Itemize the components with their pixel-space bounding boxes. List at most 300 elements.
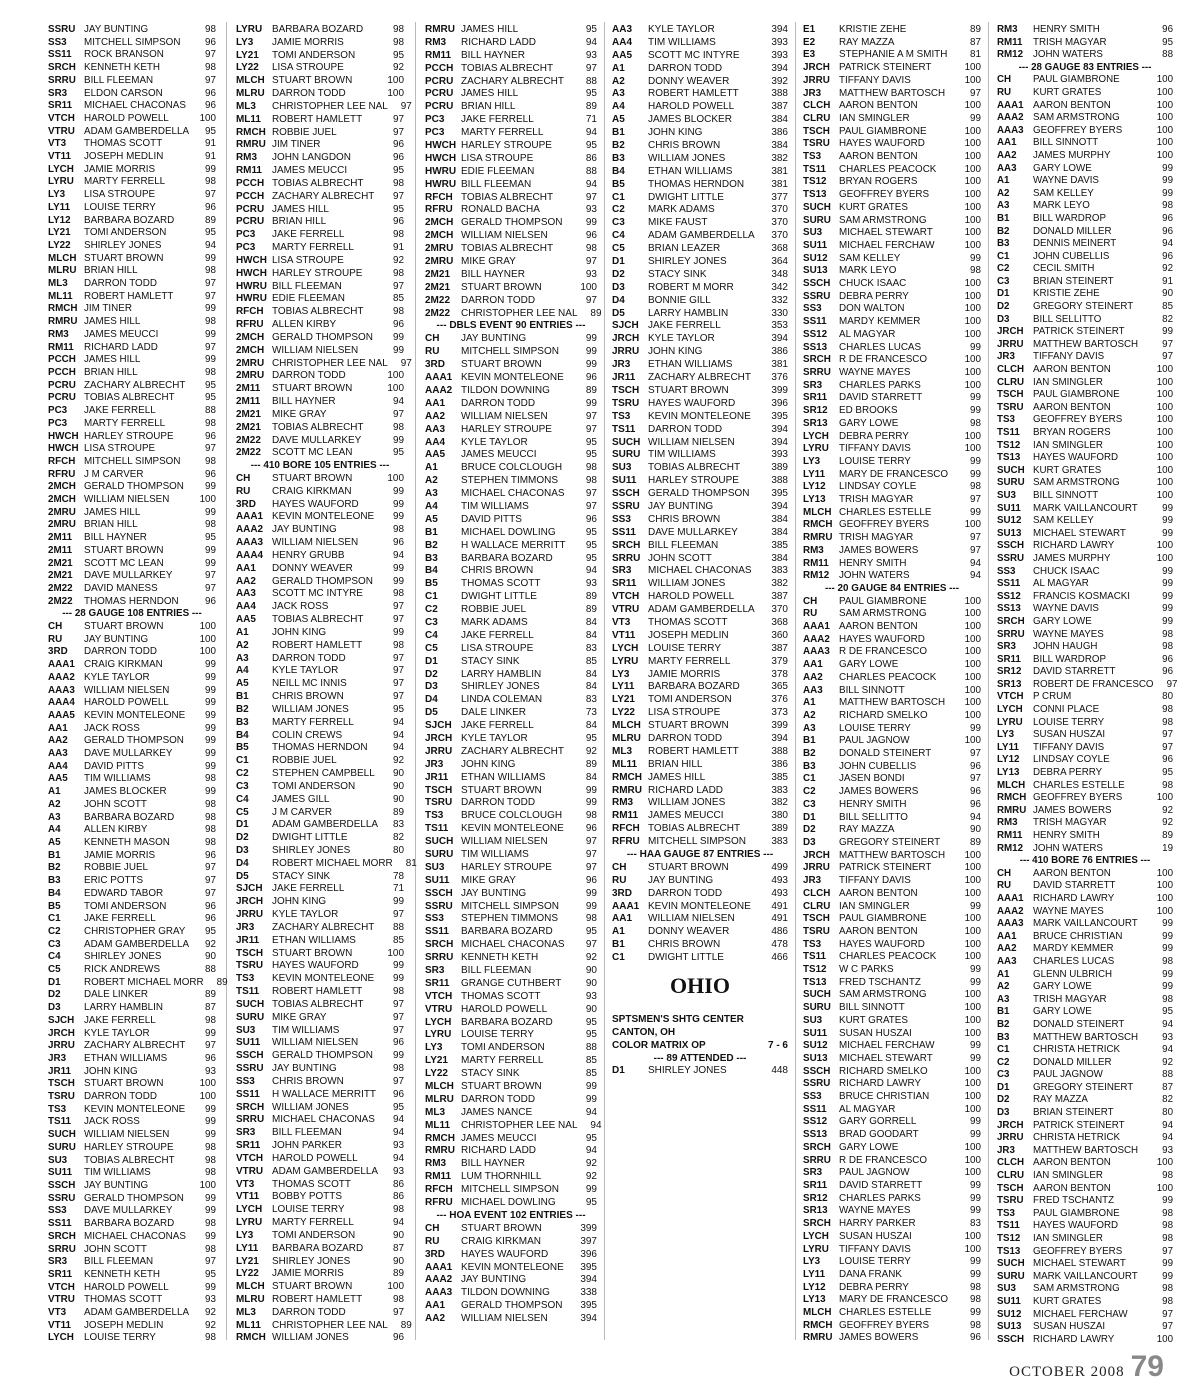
shooter-name: GERALD THOMPSON: [272, 331, 373, 343]
score: 94: [585, 127, 597, 139]
result-row: [236, 1332, 404, 1345]
class-code: B1: [236, 691, 249, 703]
score: 83: [970, 1218, 981, 1230]
result-row: [612, 166, 788, 179]
shooter-name: ADAM GAMBERDELLA: [84, 938, 190, 950]
shooter-name: JIM TINER: [272, 139, 321, 151]
shooter-name: ROBBIE JUEL: [272, 126, 337, 138]
score: 96: [585, 513, 597, 525]
result-row: [425, 63, 597, 76]
result-row: [997, 1019, 1173, 1032]
shooter-name: TOMI ANDERSON: [84, 227, 167, 239]
class-code: HWRU: [236, 280, 267, 292]
score: 98: [392, 306, 404, 318]
shooter-name: GERALD THOMPSON: [84, 481, 184, 493]
shooter-name: DAVE MULLARKEY: [272, 434, 362, 446]
result-row: [425, 862, 597, 875]
result-row: [997, 540, 1173, 553]
result-row: [997, 1246, 1173, 1259]
shooter-name: WAYNE DAVIS: [1033, 175, 1099, 187]
score: 92: [205, 1319, 216, 1331]
shooter-name: PATRICK STEINERT: [839, 62, 932, 74]
shooter-name: STUART BROWN: [461, 1222, 542, 1234]
score: 96: [205, 36, 216, 48]
shooter-name: MARK ADAMS: [648, 204, 715, 216]
score: 100: [1156, 1182, 1173, 1194]
class-code: SS12: [997, 590, 1021, 602]
result-row: [425, 875, 597, 888]
class-code: A1: [803, 697, 816, 709]
class-code: SRRU: [48, 1243, 76, 1255]
shooter-name: ADAM GAMBERDELLA: [272, 819, 379, 831]
score: 98: [205, 1014, 216, 1026]
result-row: [48, 596, 216, 609]
result-row: [48, 227, 216, 240]
shooter-name: WILLIAM NIELSEN: [648, 913, 735, 925]
result-row: [612, 836, 788, 849]
score: 98: [585, 243, 597, 255]
shooter-name: DONNY WEAVER: [648, 75, 730, 87]
result-row: [803, 1053, 981, 1066]
result-row: [803, 37, 981, 50]
class-code: SURU: [997, 1270, 1025, 1282]
shooter-name: HAYES WAUFORD: [272, 960, 359, 972]
result-row: [612, 333, 788, 346]
class-code: ML11: [236, 1319, 261, 1331]
score: 94: [392, 549, 404, 561]
shooter-name: GREGORY STEINERT: [1033, 1081, 1134, 1093]
shooter-name: LOUISE TERRY: [839, 722, 911, 734]
section-heading: --- 28 GAUGE 83 ENTRIES ---: [1018, 61, 1152, 73]
class-code: SU11: [997, 1295, 1021, 1307]
shooter-name: IAN SMINGLER: [1033, 439, 1103, 451]
score: 93: [1162, 1031, 1173, 1043]
result-row: [425, 939, 597, 952]
score: 100: [964, 1014, 981, 1026]
class-code: SSCH: [803, 278, 831, 290]
result-row: [425, 810, 597, 823]
class-code: SU3: [997, 489, 1016, 501]
class-code: A4: [612, 101, 625, 113]
shooter-name: STACY SINK: [648, 268, 707, 280]
shooter-name: ADAM GAMBERDELLA: [84, 125, 190, 137]
score: 100: [387, 88, 404, 100]
result-row: [612, 127, 788, 140]
class-code: SS11: [612, 526, 636, 538]
result-row: [236, 486, 404, 499]
score: 99: [392, 896, 404, 908]
score: 100: [580, 281, 597, 293]
score: 96: [585, 874, 597, 886]
score: 97: [1162, 741, 1173, 753]
shooter-name: MATTHEW BARTOSCH: [839, 697, 946, 709]
class-code: SRRU: [803, 1154, 831, 1166]
result-row: [997, 629, 1173, 642]
score: 95: [585, 926, 597, 938]
class-code: VTCH: [48, 112, 75, 124]
result-row: [425, 604, 597, 617]
shooter-name: AARON BENTON: [1033, 99, 1111, 111]
class-code: PC3: [48, 405, 68, 417]
class-code: AA5: [612, 49, 633, 61]
score: 377: [771, 191, 788, 203]
shooter-name: KEVIN MONTELEONE: [461, 372, 564, 384]
result-row: [425, 540, 597, 553]
score: 94: [392, 742, 404, 754]
class-code: CLRU: [997, 376, 1025, 388]
class-code: CLRU: [997, 1170, 1025, 1182]
score: 98: [1162, 704, 1173, 716]
score: 98: [970, 1281, 981, 1293]
result-row: [236, 537, 404, 550]
class-code: C1: [48, 913, 61, 925]
score: 82: [1162, 1094, 1173, 1106]
shooter-name: CHRIS BROWN: [272, 691, 344, 703]
shooter-name: DAVID MANESS: [84, 582, 158, 594]
score: 99: [205, 671, 216, 683]
shooter-name: ROBERT MICHAEL MORR: [272, 857, 393, 869]
section-heading: --- HAA GAUGE 87 ENTRIES ---: [626, 849, 774, 860]
class-code: AA3: [48, 748, 68, 760]
score: 97: [392, 1306, 404, 1318]
shooter-name: STEPHEN CAMPBELL: [272, 768, 375, 780]
shooter-name: LOUISE TERRY: [839, 1256, 911, 1268]
shooter-name: PATRICK STEINERT: [1033, 1119, 1125, 1131]
shooter-name: KEVIN MONTELEONE: [461, 1261, 564, 1273]
shooter-name: WILLIAM JONES: [648, 152, 726, 164]
class-code: LYCH: [612, 642, 639, 654]
result-row: [803, 1167, 981, 1180]
class-code: RM11: [425, 49, 452, 61]
shooter-name: PAUL JAGNOW: [839, 735, 910, 747]
shooter-name: STUART BROWN: [648, 861, 729, 873]
results-column-5: [803, 24, 981, 1345]
shooter-name: SAM ARMSTRONG: [839, 989, 927, 1001]
result-row: [612, 720, 788, 733]
shooter-name: ROBERT HAMLETT: [648, 745, 739, 757]
shooter-name: KURT GRATES: [839, 1014, 908, 1026]
shooter-name: MICHAEL STEWART: [1033, 1258, 1126, 1270]
result-row: [803, 621, 981, 634]
class-code: SR11: [803, 392, 828, 404]
class-code: AAA1: [425, 372, 453, 384]
class-code: RFCH: [425, 1184, 453, 1196]
score: 99: [585, 217, 597, 229]
shooter-name: KENNETH MASON: [84, 837, 170, 848]
shooter-name: TIFFANY DAVIS: [1033, 741, 1105, 753]
score: 98: [970, 1294, 981, 1306]
shooter-name: RAY MAZZA: [839, 824, 895, 836]
score: 383: [771, 836, 788, 848]
shooter-name: GARY LOWE: [839, 417, 899, 429]
class-code: SR12: [997, 666, 1022, 678]
result-row: [236, 1243, 404, 1256]
column-divider: [415, 22, 416, 1340]
class-code: D2: [803, 824, 816, 836]
event-name: COLOR MATRIX OP: [612, 1040, 706, 1052]
shooter-name: SHIRLEY JONES: [84, 951, 162, 963]
shooter-name: MICHAEL FERCHAW: [1033, 1308, 1128, 1320]
shooter-name: EDIE FLEEMAN: [272, 293, 345, 305]
class-code: VT11: [236, 1191, 260, 1203]
shooter-name: TOBIAS ALBRECHT: [272, 177, 364, 189]
class-code: AA2: [803, 671, 823, 683]
result-row: [612, 681, 788, 694]
shooter-name: TRISH MAGYAR: [1033, 36, 1107, 48]
score: 99: [392, 562, 404, 574]
result-row: [48, 164, 216, 177]
result-row: [48, 1066, 216, 1079]
result-row: [997, 1082, 1173, 1095]
score: 89: [585, 758, 597, 770]
shooter-name: ROBERT HAMLETT: [272, 113, 363, 125]
result-row: [803, 519, 981, 532]
shooter-name: CHRISTOPHER LEE NAL: [461, 307, 578, 319]
class-code: SR12: [803, 1192, 828, 1204]
class-code: TSCH: [997, 1182, 1024, 1194]
shooter-name: PAUL JAGNOW: [839, 1167, 910, 1179]
shooter-name: ETHAN WILLIAMS: [648, 359, 733, 371]
result-row: [48, 303, 216, 316]
class-code: TSRU: [997, 401, 1024, 413]
result-row: [997, 994, 1173, 1007]
shooter-name: MATTHEW BARTOSCH: [1033, 1144, 1139, 1156]
result-row: [803, 278, 981, 291]
score: 97: [392, 280, 404, 292]
class-code: SU3: [803, 1014, 823, 1026]
shooter-name: CHRISTOPHER LEE NAL: [272, 100, 388, 112]
class-code: AAA2: [236, 524, 264, 536]
result-row: [425, 759, 597, 772]
shooter-name: JAKE FERRELL: [84, 913, 156, 925]
shooter-name: WILLIAM NIELSEN: [272, 1037, 359, 1049]
shooter-name: HAYES WAUFORD: [272, 498, 359, 510]
shooter-name: BRUCE CHRISTIAN: [839, 1091, 930, 1103]
shooter-name: DONALD MILLER: [1033, 1056, 1112, 1068]
result-row: [425, 772, 597, 785]
score: 96: [970, 786, 981, 798]
score: 92: [585, 745, 597, 757]
score: 384: [771, 526, 788, 538]
shooter-name: BRIAN HILL: [84, 366, 138, 378]
score: 381: [771, 359, 788, 371]
result-row: [48, 1193, 216, 1206]
class-code: TSCH: [803, 913, 830, 925]
score: 100: [964, 1078, 981, 1090]
result-row: [48, 583, 216, 596]
result-row: [612, 694, 788, 707]
class-code: TSCH: [236, 947, 264, 959]
shooter-name: AARON BENTON: [1033, 867, 1111, 879]
score: 100: [964, 1027, 981, 1039]
class-code: C1: [997, 1044, 1010, 1056]
column-divider: [226, 22, 227, 1340]
class-code: 2M22: [236, 447, 261, 459]
shooter-name: BILL HAYNER: [461, 49, 525, 61]
result-row: [48, 138, 216, 151]
class-code: A2: [803, 709, 816, 721]
class-code: D5: [612, 307, 625, 319]
class-code: A2: [425, 475, 438, 487]
score: 99: [205, 1027, 216, 1039]
class-code: LY3: [48, 189, 66, 201]
score: 100: [199, 1078, 216, 1090]
shooter-name: CHARLES LUCAS: [839, 341, 922, 353]
result-row: [48, 672, 216, 685]
class-code: SU3: [612, 462, 632, 474]
score: 98: [1162, 716, 1173, 728]
score: 99: [585, 784, 597, 796]
class-code: RFRU: [612, 836, 640, 848]
shooter-name: TIFFANY DAVIS: [839, 443, 911, 455]
score: 98: [392, 986, 404, 998]
shooter-name: DARRON TODD: [84, 1091, 157, 1103]
class-code: 2M21: [48, 570, 73, 582]
result-row: [48, 316, 216, 329]
score: 100: [387, 472, 404, 484]
score: 100: [964, 1141, 981, 1153]
result-row: [612, 153, 788, 166]
score: 99: [392, 344, 404, 356]
shooter-name: JAMIE MORRIS: [272, 1268, 344, 1280]
shooter-name: ROCK BRANSON: [84, 49, 164, 61]
result-row: [48, 456, 216, 469]
result-row: [612, 243, 788, 256]
shooter-name: GEOFFREY BYERS: [839, 1319, 930, 1331]
shooter-name: TOMI ANDERSON: [272, 780, 356, 792]
shooter-name: DON WALTON: [839, 303, 905, 315]
shooter-name: MICHAEL CHACONAS: [461, 488, 565, 500]
class-code: RM12: [997, 842, 1024, 854]
shooter-name: TOMI ANDERSON: [461, 1042, 545, 1054]
score: 388: [771, 745, 788, 757]
score: 99: [205, 1230, 216, 1242]
shooter-name: FRANCIS KOSMACKI: [1033, 590, 1130, 602]
score: 384: [771, 513, 788, 525]
score: 97: [205, 443, 216, 455]
class-code: SS3: [997, 565, 1016, 577]
result-row: [612, 823, 788, 836]
class-code: RM11: [236, 165, 262, 177]
shooter-name: DARRON TODD: [84, 278, 157, 290]
class-code: JRCH: [425, 732, 453, 744]
class-code: LYCH: [425, 1016, 452, 1028]
shooter-name: PAUL GIAMBRONE: [839, 125, 927, 137]
result-row: [48, 888, 216, 901]
result-row: [997, 578, 1173, 591]
shooter-name: MATTHEW BARTOSCH: [1033, 338, 1139, 350]
shooter-name: ROBBIE JUEL: [461, 604, 527, 616]
score: 89: [205, 989, 216, 1001]
class-code: RU: [612, 874, 627, 886]
class-code: SRCH: [803, 354, 831, 366]
score: 99: [970, 1192, 981, 1204]
shooter-name: JAY BUNTING: [461, 1274, 527, 1286]
result-row: [425, 462, 597, 475]
result-row: [236, 1063, 404, 1076]
result-row: [425, 617, 597, 630]
class-code: SU13: [997, 1321, 1022, 1333]
result-row: [803, 926, 981, 939]
class-code: A1: [997, 968, 1010, 980]
result-row: [236, 409, 404, 422]
result-row: [997, 931, 1173, 944]
score: 99: [205, 481, 216, 493]
result-row: [803, 24, 981, 37]
class-code: D2: [425, 668, 438, 680]
score: 95: [205, 392, 216, 404]
shooter-name: WAYNE DAVIS: [1033, 603, 1099, 615]
shooter-name: GEOFFREY BYERS: [1033, 792, 1123, 804]
score: 99: [1162, 615, 1173, 627]
class-code: TSRU: [425, 797, 453, 809]
result-row: [612, 527, 788, 540]
score: 100: [964, 1065, 981, 1077]
class-code: C1: [997, 250, 1010, 262]
result-row: [425, 256, 597, 269]
shooter-name: JOHN CUBELLIS: [839, 760, 917, 772]
score: 100: [1156, 464, 1173, 476]
class-code: MLCH: [425, 1081, 454, 1093]
shooter-name: ADAM GAMBERDELLA: [648, 230, 755, 242]
result-row: [997, 377, 1173, 390]
result-row: [612, 24, 788, 37]
class-code: B4: [236, 729, 249, 741]
class-code: SS3: [803, 303, 822, 315]
result-row: [48, 773, 216, 786]
class-code: 2MCH: [48, 494, 76, 506]
score: 100: [964, 951, 981, 963]
class-code: 2M22: [236, 434, 261, 446]
shooter-name: MIKE GRAY: [272, 408, 327, 420]
class-code: AAA1: [425, 1261, 453, 1273]
class-code: A3: [236, 652, 249, 664]
score: 100: [1156, 124, 1173, 136]
score: 96: [1162, 754, 1173, 766]
result-row: [48, 1244, 216, 1257]
shooter-name: JAMES HILL: [648, 771, 706, 783]
shooter-name: WILLIAM NIELSEN: [648, 436, 735, 448]
shooter-name: BRIAN HILL: [648, 758, 703, 770]
score: 96: [392, 537, 404, 549]
shooter-name: AARON BENTON: [1033, 364, 1111, 376]
score: 100: [1156, 1333, 1173, 1345]
result-row: [236, 293, 404, 306]
score: 88: [392, 921, 404, 933]
class-code: A5: [425, 513, 438, 525]
result-row: [997, 805, 1173, 818]
result-row: [997, 150, 1173, 163]
score: 83: [585, 642, 597, 654]
result-row: [997, 817, 1173, 830]
shooter-name: KYLE TAYLOR: [461, 732, 528, 744]
class-code: VT3: [236, 1178, 255, 1190]
shooter-name: STUART BROWN: [461, 281, 542, 293]
result-row: [236, 114, 404, 127]
score: 388: [771, 475, 788, 487]
score: 99: [970, 1205, 981, 1217]
result-row: [48, 545, 216, 558]
result-row: [236, 807, 404, 820]
result-row: [48, 494, 216, 507]
class-code: 2MCH: [425, 230, 454, 242]
shooter-name: TOBIAS ALBRECHT: [461, 243, 554, 255]
class-code: JR3: [612, 359, 631, 371]
shooter-name: KYLE TAYLOR: [272, 665, 339, 677]
result-row: [612, 913, 788, 926]
shooter-name: JAMES BOWERS: [839, 544, 919, 556]
shooter-name: ROBERT HAMLETT: [272, 986, 363, 998]
